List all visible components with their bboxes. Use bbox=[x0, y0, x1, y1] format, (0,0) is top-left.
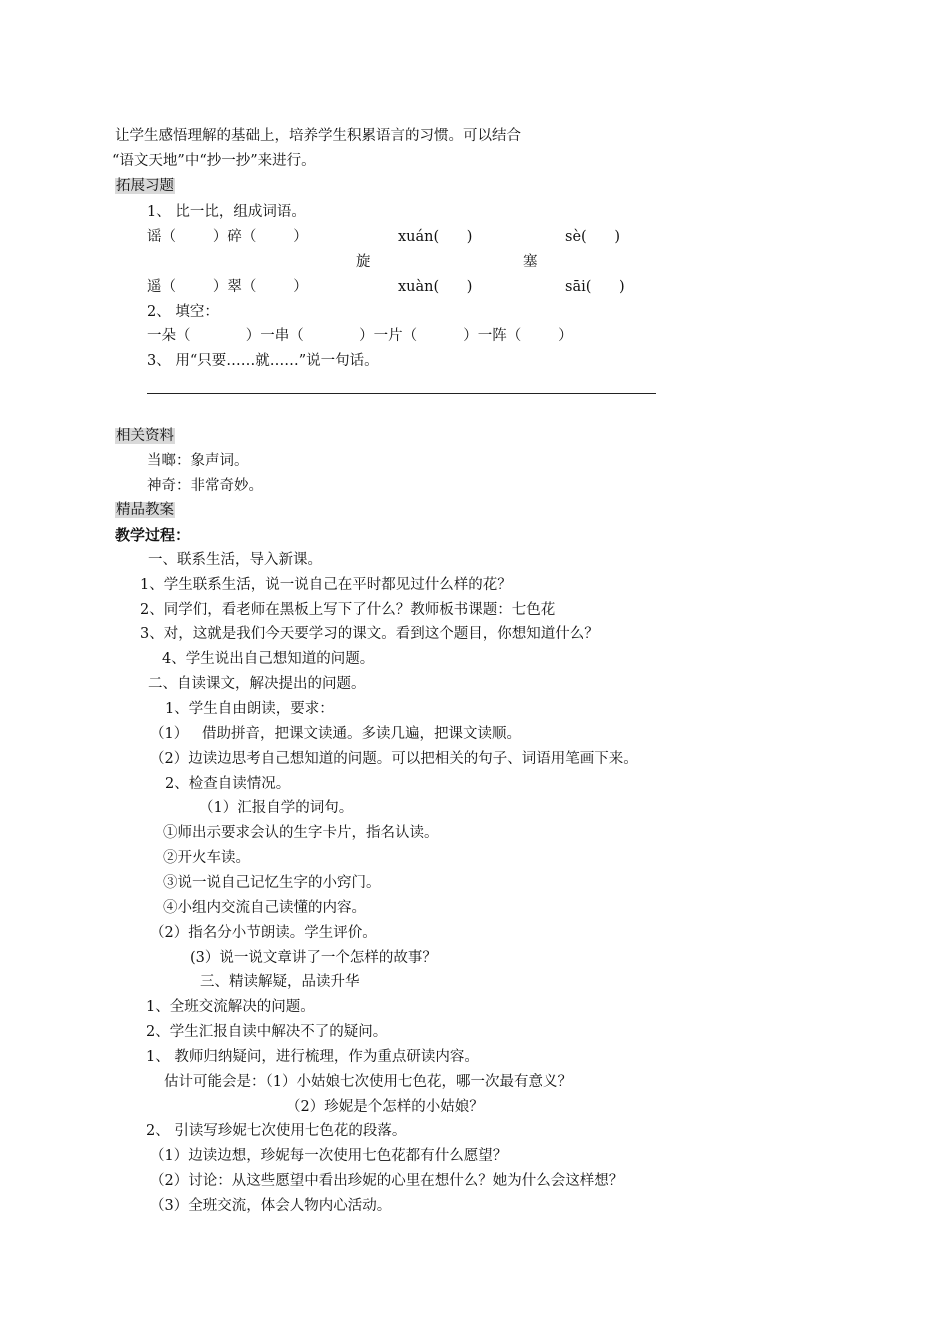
heading-highlight: 拓展习题 bbox=[116, 178, 174, 194]
plan-line: 1、全班交流解决的问题。 bbox=[146, 999, 315, 1015]
section-heading-resources bbox=[115, 426, 175, 446]
plan-line: ②开火车读。 bbox=[163, 850, 250, 866]
section-heading-exercises bbox=[115, 176, 175, 196]
plan-line: （2）珍妮是个怎样的小姑娘？ bbox=[286, 1099, 484, 1115]
plan-line: （3）全班交流，体会人物内心活动。 bbox=[150, 1198, 392, 1214]
plan-line: 3、对，这就是我们今天要学习的课文。看到这个题目，你想知道什么？ bbox=[140, 626, 599, 642]
plan-line: （1） 借助拼音，把课文读通。多读几遍，把课文读顺。 bbox=[150, 726, 522, 742]
exercise-1-row1-chars: 谣（ ）碎（ ） bbox=[147, 229, 308, 245]
plan-line: （2）讨论：从这些愿望中看出珍妮的心里在想什么？她为什么会这样想？ bbox=[150, 1173, 624, 1189]
heading-highlight: 精品教案 bbox=[116, 502, 174, 518]
plan-line: （2）指名分小节朗读。学生评价。 bbox=[150, 925, 377, 941]
exercise-1-row2-chars: 遥（ ）翠（ ） bbox=[147, 279, 308, 295]
plan-line: 1、学生联系生活，说一说自己在平时都见过什么样的花？ bbox=[140, 577, 512, 593]
resource-item-2: 神奇：非常奇妙。 bbox=[147, 478, 263, 494]
plan-line: 1、学生自由朗读，要求： bbox=[165, 701, 334, 717]
teaching-process-title: 教学过程： bbox=[115, 526, 191, 544]
exercise-1-row1-pinyin-1: xuán( ) bbox=[398, 229, 473, 245]
plan-line: 2、学生汇报自读中解决不了的疑问。 bbox=[146, 1024, 388, 1040]
plan-line: 4、学生说出自己想知道的问题。 bbox=[162, 651, 375, 667]
plan-line: 1、 教师归纳疑问，进行梳理，作为重点研读内容。 bbox=[146, 1049, 479, 1065]
plan-line: 一、联系生活，导入新课。 bbox=[148, 552, 322, 568]
section-heading-plan bbox=[115, 500, 175, 520]
plan-line: 2、 引读写珍妮七次使用七色花的段落。 bbox=[146, 1123, 407, 1139]
intro-line-1: 让学生感悟理解的基础上，培养学生积累语言的习惯。可以结合 bbox=[115, 128, 521, 144]
plan-line: ③说一说自己记忆生字的小窍门。 bbox=[163, 875, 381, 891]
intro-line-2: “语文天地”中“抄一抄”来进行。 bbox=[112, 153, 316, 169]
exercise-1-char-xuan: 旋 bbox=[356, 254, 371, 270]
plan-line: 2、检查自读情况。 bbox=[165, 776, 291, 792]
exercise-2-items: 一朵（ ）一串（ ）一片（ ）一阵（ ） bbox=[147, 328, 573, 344]
plan-line: 二、自读课文，解决提出的问题。 bbox=[148, 676, 366, 692]
resource-item-1: 当啷：象声词。 bbox=[147, 453, 249, 469]
exercise-1-row2-pinyin-2: sāi( ) bbox=[565, 279, 625, 295]
exercise-1-char-sai: 塞 bbox=[523, 254, 538, 270]
plan-line: （1）汇报自学的词句。 bbox=[199, 800, 354, 816]
plan-line: 2、同学们，看老师在黑板上写下了什么？教师板书课题：七色花 bbox=[140, 602, 556, 618]
answer-line bbox=[147, 393, 656, 394]
plan-line: 估计可能会是：（1）小姑娘七次使用七色花，哪一次最有意义？ bbox=[164, 1074, 572, 1090]
plan-line: ④小组内交流自己读懂的内容。 bbox=[163, 900, 366, 916]
plan-line: （1）边读边想，珍妮每一次使用七色花都有什么愿望？ bbox=[150, 1148, 508, 1164]
exercise-1-row1-pinyin-2: sè( ) bbox=[565, 229, 620, 245]
exercise-1-title: 1、 比一比，组成词语。 bbox=[147, 204, 306, 220]
plan-line: 三、精读解疑，品读升华 bbox=[200, 974, 360, 990]
exercise-3-title: 3、 用“只要……就……”说一句话。 bbox=[147, 353, 379, 369]
exercise-2-title: 2、 填空： bbox=[147, 304, 219, 320]
plan-line: ①师出示要求会认的生字卡片，指名认读。 bbox=[163, 825, 439, 841]
plan-line: (3）说一说文章讲了一个怎样的故事？ bbox=[190, 950, 437, 966]
exercise-1-row2-pinyin-1: xuàn( ) bbox=[398, 279, 473, 295]
plan-line: （2）边读边思考自己想知道的问题。可以把相关的句子、词语用笔画下来。 bbox=[150, 751, 638, 767]
heading-highlight: 相关资料 bbox=[116, 428, 174, 444]
